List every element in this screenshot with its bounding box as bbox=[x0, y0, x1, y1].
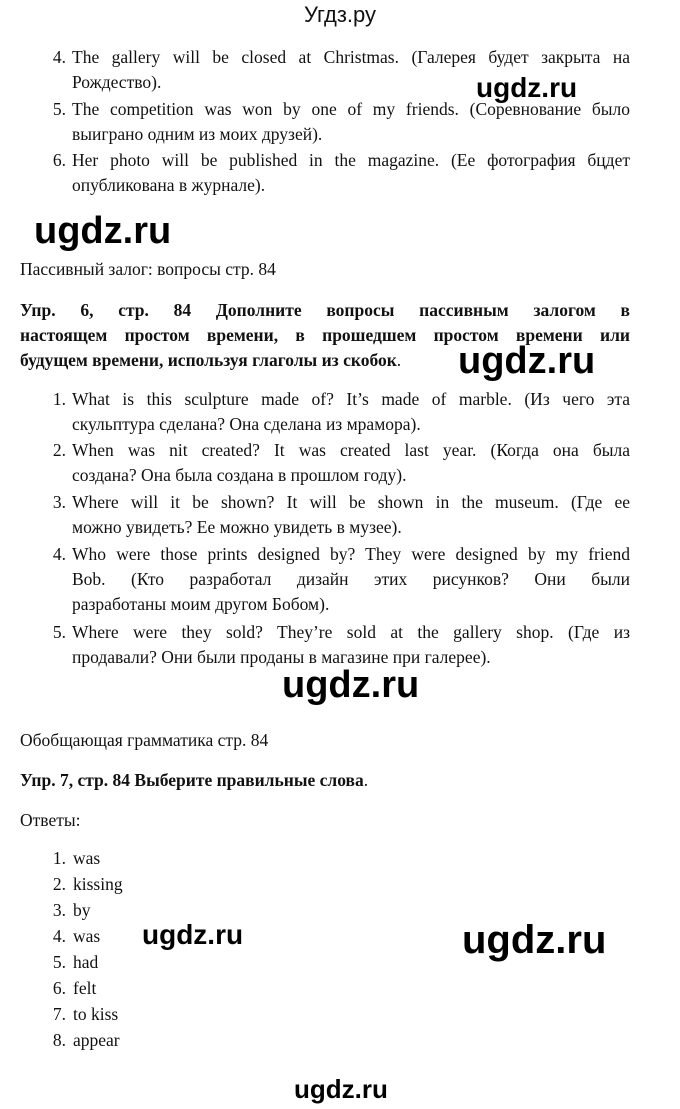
list-item-text: опубликована в журнале). bbox=[72, 175, 266, 195]
list-item-text: Where will it be shown? It will be shown in the museum. (Где ее bbox=[72, 492, 630, 512]
list-item-text: создана? Она была создана в прошлом году). bbox=[72, 465, 407, 485]
list-item-text: The competition was won by one of my friends. (Соревнование было bbox=[72, 99, 630, 119]
list-item-text: When was nit created? It was created last year. (Когда она была bbox=[72, 440, 630, 460]
list-item-text: Рождество). bbox=[72, 72, 162, 92]
answer-text: by bbox=[73, 900, 91, 920]
list-item-text: Who were those prints designed by? They were designed by my friend bbox=[72, 544, 630, 564]
answer-text: to kiss bbox=[73, 1004, 119, 1024]
exercise-heading: будущем времени, используя глаголы из скобок. bbox=[20, 350, 402, 370]
answer-text: was bbox=[73, 926, 101, 946]
list-item-text: What is this sculpture made of? It’s made of marble. (Из чего эта bbox=[72, 389, 630, 409]
list-number: 3. bbox=[52, 492, 66, 512]
list-item-text: продавали? Они были проданы в магазине при галерее). bbox=[72, 647, 491, 667]
list-number: 5. bbox=[52, 99, 66, 119]
list-item-text: Her photo will be published in the magazine. (Ее фотография бцдет bbox=[72, 150, 630, 170]
watermark: ugdz.ru bbox=[458, 340, 596, 382]
list-number: 1. bbox=[52, 848, 66, 868]
list-item-text: Bob. (Кто разработал дизайн этих рисунков? Они были bbox=[72, 569, 630, 589]
list-number: 8. bbox=[52, 1030, 66, 1050]
section-title: Обобщающая грамматика стр. 84 bbox=[20, 730, 269, 750]
exercise-heading: Упр. 6, стр. 84 Дополните вопросы пассивным залогом в bbox=[20, 300, 630, 320]
exercise-heading: Упр. 7, стр. 84 Выберите правильные слова. bbox=[20, 770, 369, 790]
list-number: 2. bbox=[52, 440, 66, 460]
page-header: Угдз.ру bbox=[303, 2, 377, 27]
list-number: 4. bbox=[52, 544, 66, 564]
watermark: ugdz.ru bbox=[294, 1074, 388, 1104]
watermark: ugdz.ru bbox=[34, 210, 172, 252]
list-item-text: Where were they sold? They’re sold at the gallery shop. (Где из bbox=[72, 622, 630, 642]
watermark: ugdz.ru bbox=[142, 919, 244, 950]
answer-text: felt bbox=[73, 978, 97, 998]
watermark: ugdz.ru bbox=[462, 918, 607, 962]
answer-text: kissing bbox=[73, 874, 123, 894]
list-number: 6. bbox=[52, 978, 66, 998]
list-number: 5. bbox=[52, 622, 66, 642]
list-number: 7. bbox=[52, 1004, 66, 1024]
answer-text: had bbox=[73, 952, 99, 972]
list-number: 6. bbox=[52, 150, 66, 170]
list-number: 4. bbox=[52, 47, 66, 67]
exercise-heading: настоящем простом времени, в прошедшем простом времени или bbox=[20, 325, 630, 345]
watermark: ugdz.ru bbox=[282, 664, 420, 706]
answers-label: Ответы: bbox=[20, 810, 81, 830]
list-number: 4. bbox=[52, 926, 66, 946]
list-item-text: разработаны моим другом Бобом). bbox=[72, 594, 330, 614]
answer-text: appear bbox=[73, 1030, 120, 1050]
list-number: 3. bbox=[52, 900, 66, 920]
section-title: Пассивный залог: вопросы стр. 84 bbox=[20, 259, 276, 279]
list-number: 2. bbox=[52, 874, 66, 894]
list-item-text: можно увидеть? Ее можно увидеть в музее). bbox=[72, 517, 402, 537]
list-number: 1. bbox=[52, 389, 66, 409]
list-number: 5. bbox=[52, 952, 66, 972]
list-item-text: скульптура сделана? Она сделана из мрамора). bbox=[72, 414, 421, 434]
list-item-text: The gallery will be closed at Christmas. (Галерея будет закрыта на bbox=[72, 47, 630, 67]
watermark: ugdz.ru bbox=[476, 72, 578, 103]
list-item-text: выиграно одним из моих друзей). bbox=[72, 124, 323, 144]
answer-text: was bbox=[73, 848, 101, 868]
